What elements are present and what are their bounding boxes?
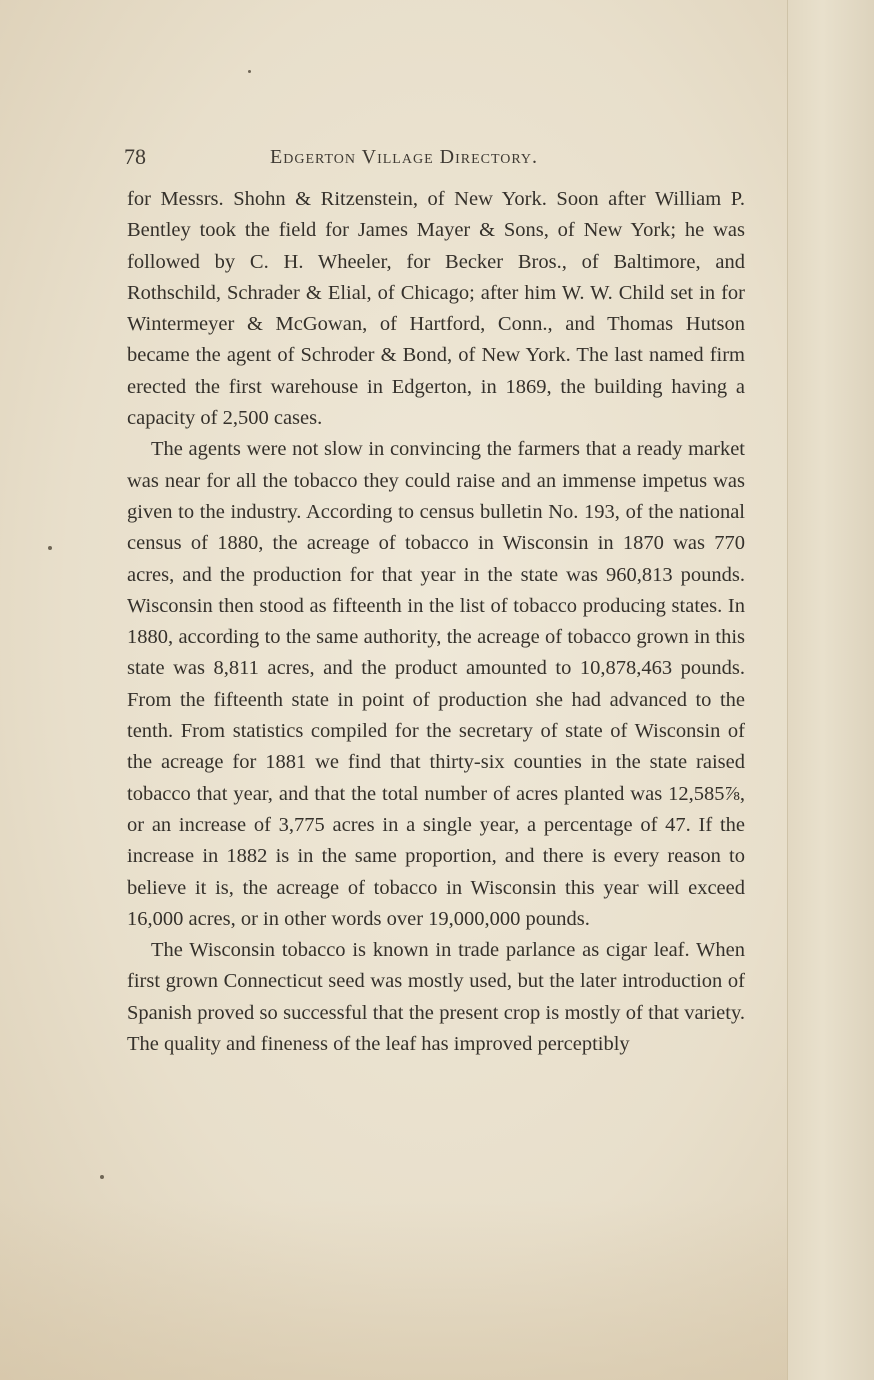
page-discoloration [0, 1200, 788, 1380]
body-text [127, 184, 745, 1060]
page-number: 78 [124, 144, 146, 169]
ink-speck [100, 1175, 104, 1179]
paragraph: The agents were not slow in convincing the farmers that a ready market was near for all the tobacco they could raise and an immense impetus was given to the industry. According to census bulletin No. 193, of the national census of 1880, the acreage of tobacco in Wisconsin in 1870 was 770 acres, and the production for that year in the state was 960,813 pounds. Wisconsin then stood as fifteenth in the list of tobacco producing states. In 1880, according to the same authority, the acreage of tobacco grown in this state was 8,811 acres, and the product amounted to 10,878,463 pounds. From the fifteenth state in point of production she had advanced to the tenth. From statistics compiled for the secretary of state of Wisconsin of the acreage for 1881 we find that thirty-six counties in the state raised tobacco that year, and that the total number of acres planted was 12,585⅞, or an increase of 3,775 acres in a single year, a percentage of 47. If the increase in 1882 is in the same proportion, and there is every reason to believe it is, the acreage of tobacco in Wisconsin this year will exceed 16,000 acres, or in other words over 19,000,000 pounds. [127, 438, 745, 930]
paragraph: The Wisconsin tobacco is known in trade parlance as cigar leaf. When first grown Connecticut seed was mostly used, but the later introduction of Spanish proved so successful that the present crop is mostly of that variety. The quality and fineness of the leaf has improved perceptibly [127, 939, 745, 1056]
ink-speck [248, 70, 251, 73]
paragraph: for Messrs. Shohn & Ritzenstein, of New York. Soon after William P. Bentley took the field for James Mayer & Sons, of New York; he was followed by C. H. Wheeler, for Becker Bros., of Baltimore, and Rothschild, Schrader & Elial, of Chicago; after him W. W. Child set in for Wintermeyer & McGowan, of Hartford, Conn., and Thomas Hutson became the agent of Schroder & Bond, of New York. The last named firm erected the first warehouse in Edgerton, in 1869, the building having a capacity of 2,500 cases. [127, 188, 745, 430]
ink-speck [48, 546, 52, 550]
running-head [124, 144, 746, 174]
running-title: Edgerton Village Directory. [270, 146, 539, 168]
adjacent-page-edge [787, 0, 874, 1380]
